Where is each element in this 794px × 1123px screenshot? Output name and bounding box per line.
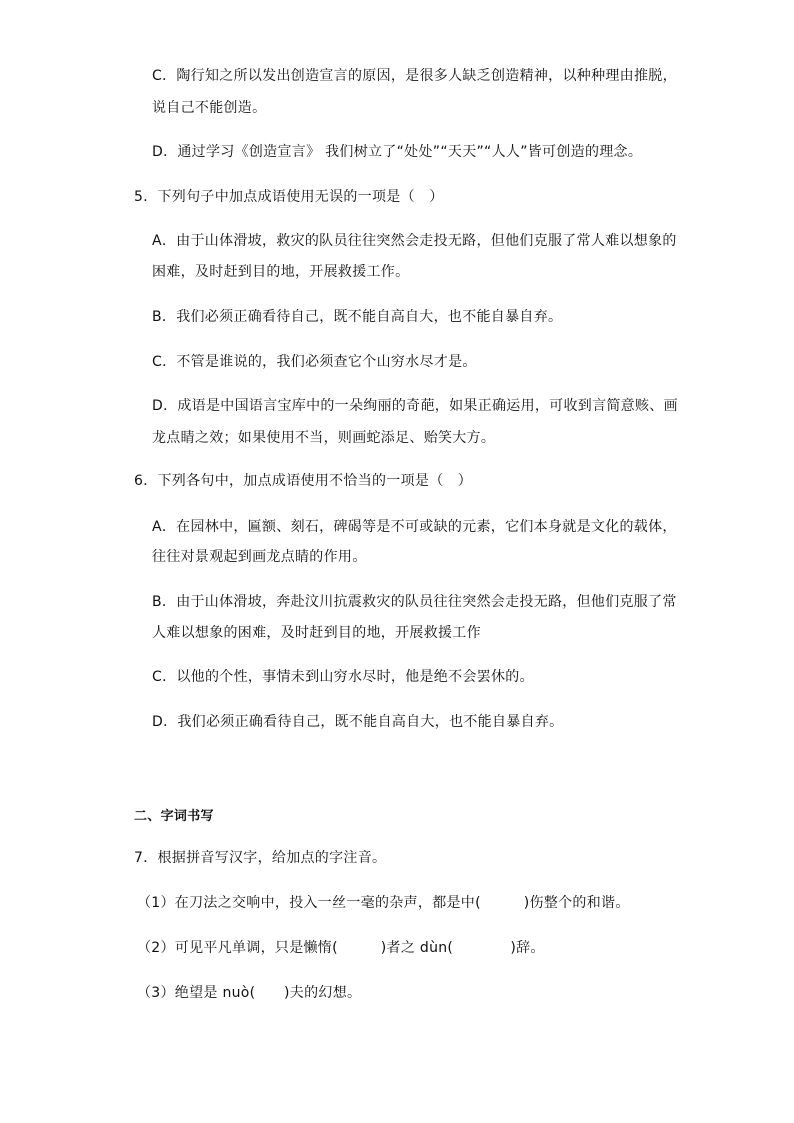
q5-option-b: B．我们必须正确看待自己，既不能自高自大，也不能自暴自弃。 — [152, 309, 563, 325]
q5-option-a-line2: 困难，及时赶到目的地，开展救援工作。 — [152, 264, 410, 280]
q4-option-d: D．通过学习《创造宣言》 我们树立了“处处”“天天”“人人”皆可创造的理念。 — [152, 144, 643, 160]
q6-option-d: D．我们必须正确看待自己，既不能自高自大，也不能自暴自弃。 — [152, 714, 564, 730]
q5-stem: 5．下列句子中加点成语使用无误的一项是（ ） — [134, 189, 444, 205]
q6-option-b-line1: B．由于山体滑坡，奔赴汶川抗震救灾的队员往往突然会走投无路，但他们克服了常 — [152, 594, 677, 610]
q5-option-c: C．不管是谁说的，我们必须查它个山穷水尽才是。 — [152, 354, 477, 370]
q4-option-c-line2: 说自己不能创造。 — [152, 100, 267, 116]
q6-option-a-line2: 往往对景观起到画龙点睛的作用。 — [152, 549, 367, 565]
q5-option-d-line2: 龙点睛之效；如果使用不当，则画蛇添足、贻笑大方。 — [152, 430, 496, 446]
q5-option-d-line1: D．成语是中国语言宝库中的一朵绚丽的奇葩，如果正确运用，可收到言简意赅、画 — [152, 398, 678, 414]
q7-stem: 7．根据拼音写汉字，给加点的字注音。 — [134, 850, 387, 866]
q4-option-c-line1: C．陶行知之所以发出创造宣言的原因，是很多人缺乏创造精神，以种种理由推脱， — [152, 68, 677, 84]
q7-item-3: （3）绝望是 nuò( )夫的幻想。 — [137, 985, 362, 1001]
q5-option-a-line1: A．由于山体滑坡，救灾的队员往往突然会走投无路，但他们克服了常人难以想象的 — [152, 233, 677, 249]
q7-item-2: （2）可见平凡单调，只是懒惰( )者之 dùn( )辞。 — [137, 940, 545, 956]
q6-option-a-line1: A．在园林中，匾额、刻石，碑碣等是不可或缺的元素，它们本身就是文化的载体， — [152, 519, 677, 535]
q6-stem: 6．下列各句中，加点成语使用不恰当的一项是（ ） — [134, 473, 473, 489]
q6-option-b-line2: 人难以想象的困难，及时赶到目的地，开展救援工作 — [152, 625, 481, 641]
q6-option-c: C．以他的个性，事情未到山穷水尽时，他是绝不会罢休的。 — [152, 669, 534, 685]
q7-item-1: （1）在刀法之交响中，投入一丝一毫的杂声，都是中( )伤整个的和谐。 — [137, 895, 630, 911]
section-heading: 二、字词书写 — [134, 809, 214, 824]
